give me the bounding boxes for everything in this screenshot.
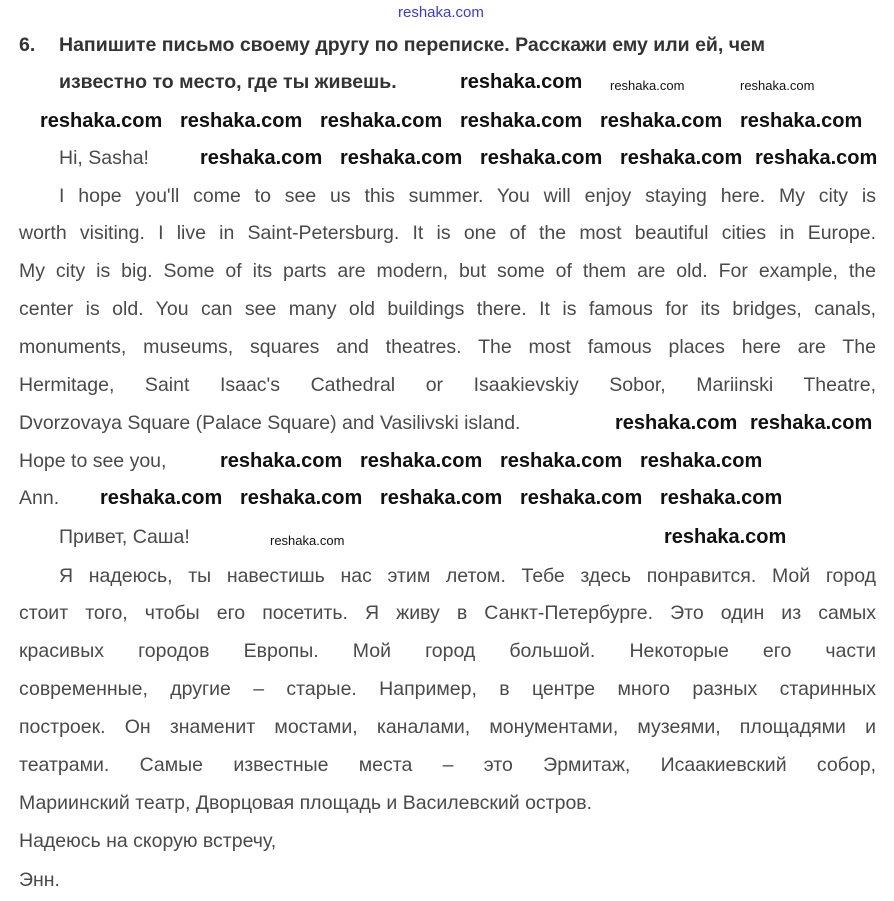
watermark: reshaka.com <box>200 147 323 169</box>
english-line: Dvorzovaya Square (Palace Square) and Vasilivski island. <box>19 412 521 434</box>
watermark: reshaka.com <box>600 110 723 132</box>
watermark: reshaka.com <box>620 147 743 169</box>
watermark: reshaka.com <box>100 487 223 509</box>
watermark: reshaka.com <box>240 487 363 509</box>
russian-line: построек. Он знаменит мостами, каналами, монументами, музеями, площадями и <box>19 716 876 738</box>
watermark: reshaka.com <box>40 110 163 132</box>
task-text-line-1: Напишите письмо своему другу по переписке. Расскажи ему или ей, чем <box>59 34 766 56</box>
russian-line: Мариинский театр, Дворцовая площадь и Василевский остров. <box>19 792 593 814</box>
watermark: reshaka.com <box>610 78 685 93</box>
task-text-line-2: известно то место, где ты живешь. <box>59 71 397 93</box>
russian-line: театрами. Самые известные места – это Эрмитаж, Исаакиевский собор, <box>19 754 876 776</box>
watermark: reshaka.com <box>664 526 787 548</box>
watermark: reshaka.com <box>220 450 343 472</box>
watermark: reshaka.com <box>480 147 603 169</box>
english-line: I hope you'll come to see us this summer. You will enjoy staying here. My city is <box>59 185 876 207</box>
watermark: reshaka.com <box>640 450 763 472</box>
russian-line: красивых городов Европы. Мой город большой. Некоторые его части <box>19 640 876 662</box>
watermark: reshaka.com <box>340 147 463 169</box>
russian-line: Я надеюсь, ты навестишь нас этим летом. Тебе здесь понравится. Мой город <box>59 565 876 587</box>
russian-line: стоит того, чтобы его посетить. Я живу в Санкт-Петербурге. Это один из самых <box>19 602 876 624</box>
english-line: monuments, museums, squares and theatres. The most famous places here are The <box>19 336 876 358</box>
russian-greeting: Привет, Саша! <box>59 526 190 548</box>
watermark: reshaka.com <box>520 487 643 509</box>
english-line: My city is big. Some of its parts are modern, but some of them are old. For example, the <box>19 260 876 282</box>
english-line: Hermitage, Saint Isaac's Cathedral or Isaakievskiy Sobor, Mariinski Theatre, <box>19 374 876 396</box>
watermark: reshaka.com <box>500 450 623 472</box>
watermark: reshaka.com <box>740 110 863 132</box>
english-signature: Ann. <box>19 487 60 509</box>
russian-line: современные, другие – старые. Например, в центре много разных старинных <box>19 678 876 700</box>
watermark: reshaka.com <box>398 4 484 21</box>
watermark: reshaka.com <box>750 412 873 434</box>
watermark: reshaka.com <box>460 71 583 93</box>
task-number: 6. <box>19 34 36 56</box>
watermark: reshaka.com <box>755 147 878 169</box>
russian-signature: Энн. <box>19 869 60 891</box>
english-closing: Hope to see you, <box>19 450 167 472</box>
english-line: worth visiting. I live in Saint-Petersburg. It is one of the most beautiful cities in Europe. <box>19 222 876 244</box>
watermark: reshaka.com <box>615 412 738 434</box>
watermark: reshaka.com <box>360 450 483 472</box>
english-line: center is old. You can see many old buildings there. It is famous for its bridges, canals, <box>19 298 876 320</box>
watermark: reshaka.com <box>460 110 583 132</box>
watermark: reshaka.com <box>380 487 503 509</box>
english-greeting: Hi, Sasha! <box>59 147 149 169</box>
russian-closing: Надеюсь на скорую встречу, <box>19 830 277 852</box>
watermark: reshaka.com <box>270 533 345 548</box>
watermark: reshaka.com <box>660 487 783 509</box>
watermark: reshaka.com <box>320 110 443 132</box>
watermark: reshaka.com <box>180 110 303 132</box>
watermark: reshaka.com <box>740 78 815 93</box>
